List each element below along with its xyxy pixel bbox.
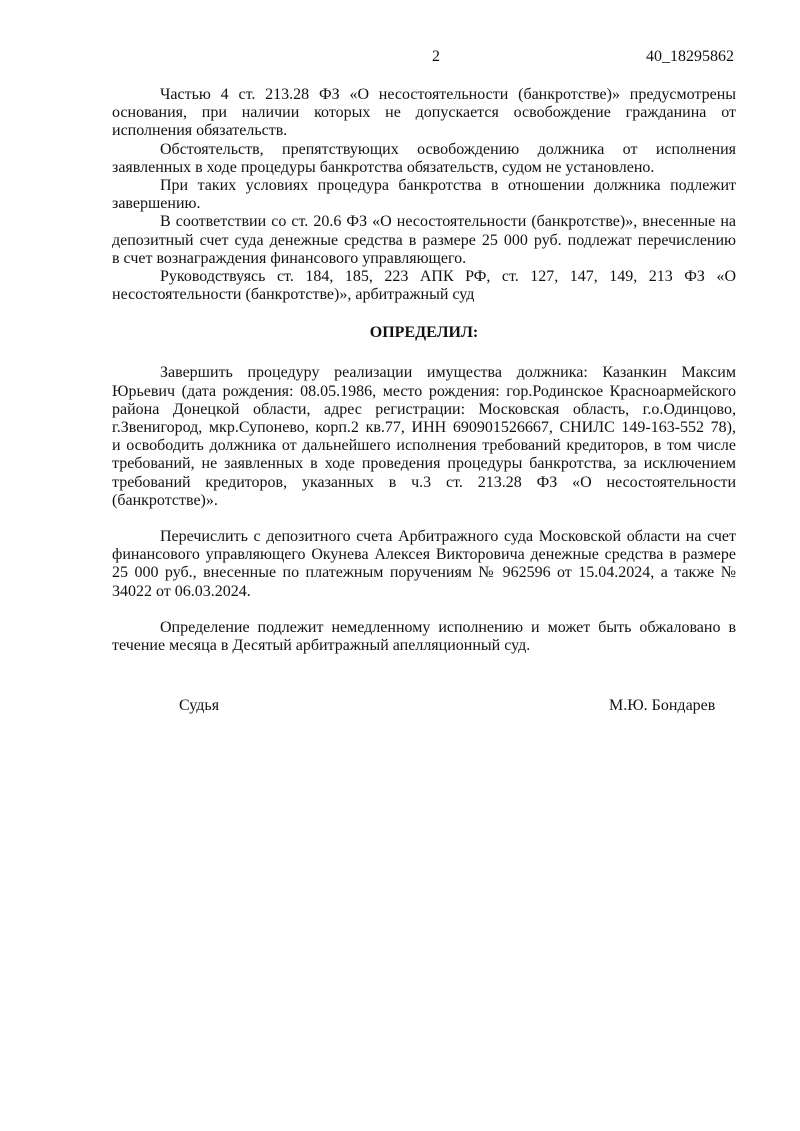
spacer bbox=[112, 510, 736, 528]
paragraph-no-obstacles bbox=[112, 141, 736, 177]
paragraph-transfer-funds bbox=[112, 528, 736, 601]
text-line: Определение подлежит немедленному исполнению и может быть обжаловано в bbox=[160, 618, 736, 636]
page-number: 2 bbox=[432, 48, 440, 65]
text-line: заявленных в ходе процедуры банкротства обязательств, судом не установлено. bbox=[112, 158, 655, 176]
paragraph-appeal bbox=[112, 619, 736, 655]
text-line: несостоятельности (банкротстве)», арбитражный суд bbox=[112, 286, 475, 304]
text-line: г.Звенигород, мкр.Супонево, корп.2 кв.77, ИНН 690901526667, СНИЛС 149-163-552 78), bbox=[112, 419, 736, 437]
text-line: основания, при наличии которых не допускается освобождение гражданина от bbox=[112, 104, 736, 122]
judge-name: М.Ю. Бондарев bbox=[609, 697, 716, 714]
reasoning-section bbox=[112, 86, 736, 304]
text-line: и освободить должника от дальнейшего исполнения требований кредиторов, в том числе bbox=[112, 437, 736, 455]
text-line: Юрьевич (дата рождения: 08.05.1986, место рождения: гор.Родинское Красноармейского bbox=[112, 382, 736, 400]
document-body bbox=[112, 86, 736, 655]
text-line: финансового управляющего Окунева Алексея Викторовича денежные средства в размере bbox=[112, 546, 736, 564]
paragraph-completion bbox=[112, 177, 736, 213]
paragraph-art-213-28 bbox=[112, 86, 736, 141]
paragraph-art-20-6 bbox=[112, 213, 736, 268]
ruling-section bbox=[112, 364, 736, 655]
spacer bbox=[112, 601, 736, 619]
text-line: (банкротстве)». bbox=[112, 491, 218, 509]
text-line: Частью 4 ст. 213.28 ФЗ «О несостоятельности (банкротстве)» предусмотрены bbox=[160, 86, 736, 103]
judge-label: Судья bbox=[179, 697, 220, 714]
text-line: требований, не заявленных в ходе проведения процедуры банкротства, за исключением bbox=[112, 455, 736, 473]
text-line: района Донецкой области, адрес регистрации: Московская область, г.о.Одинцово, bbox=[112, 400, 736, 418]
paragraph-guided-by bbox=[112, 268, 736, 304]
text-line: исполнения обязательств. bbox=[112, 122, 288, 140]
text-line: Перечислить с депозитного счета Арбитражного суда Московской области на счет bbox=[160, 528, 736, 546]
text-line: депозитный счет суда денежные средства в размере 25 000 руб. подлежат перечислению bbox=[112, 231, 736, 249]
text-line: В соответствии со ст. 20.6 ФЗ «О несостоятельности (банкротстве)», внесенные на bbox=[160, 213, 736, 231]
text-line: в счет вознаграждения финансового управляющего. bbox=[112, 249, 467, 267]
text-line: 34022 от 06.03.2024. bbox=[112, 582, 251, 600]
text-line: течение месяца в Десятый арбитражный апелляционный суд. bbox=[112, 637, 531, 655]
text-line: Обстоятельств, препятствующих освобождению должника от исполнения bbox=[160, 140, 736, 158]
text-line: требований кредиторов, указанных в ч.3 ст. 213.28 ФЗ «О несостоятельности bbox=[112, 473, 736, 491]
text-line: завершению. bbox=[112, 195, 201, 213]
paragraph-complete-procedure bbox=[112, 364, 736, 510]
text-line: 25 000 руб., внесенные по платежным поручениям № 962596 от 15.04.2024, а также № bbox=[112, 564, 736, 582]
text-line: Завершить процедуру реализации имущества должника: Казанкин Максим bbox=[160, 364, 736, 382]
text-line: При таких условиях процедура банкротства в отношении должника подлежит bbox=[160, 177, 736, 195]
ruling-title: ОПРЕДЕЛИЛ: bbox=[369, 324, 479, 342]
text-line: Руководствуясь ст. 184, 185, 223 АПК РФ, ст. 127, 147, 149, 213 ФЗ «О bbox=[160, 268, 736, 286]
document-id: 40_18295862 bbox=[646, 48, 734, 65]
